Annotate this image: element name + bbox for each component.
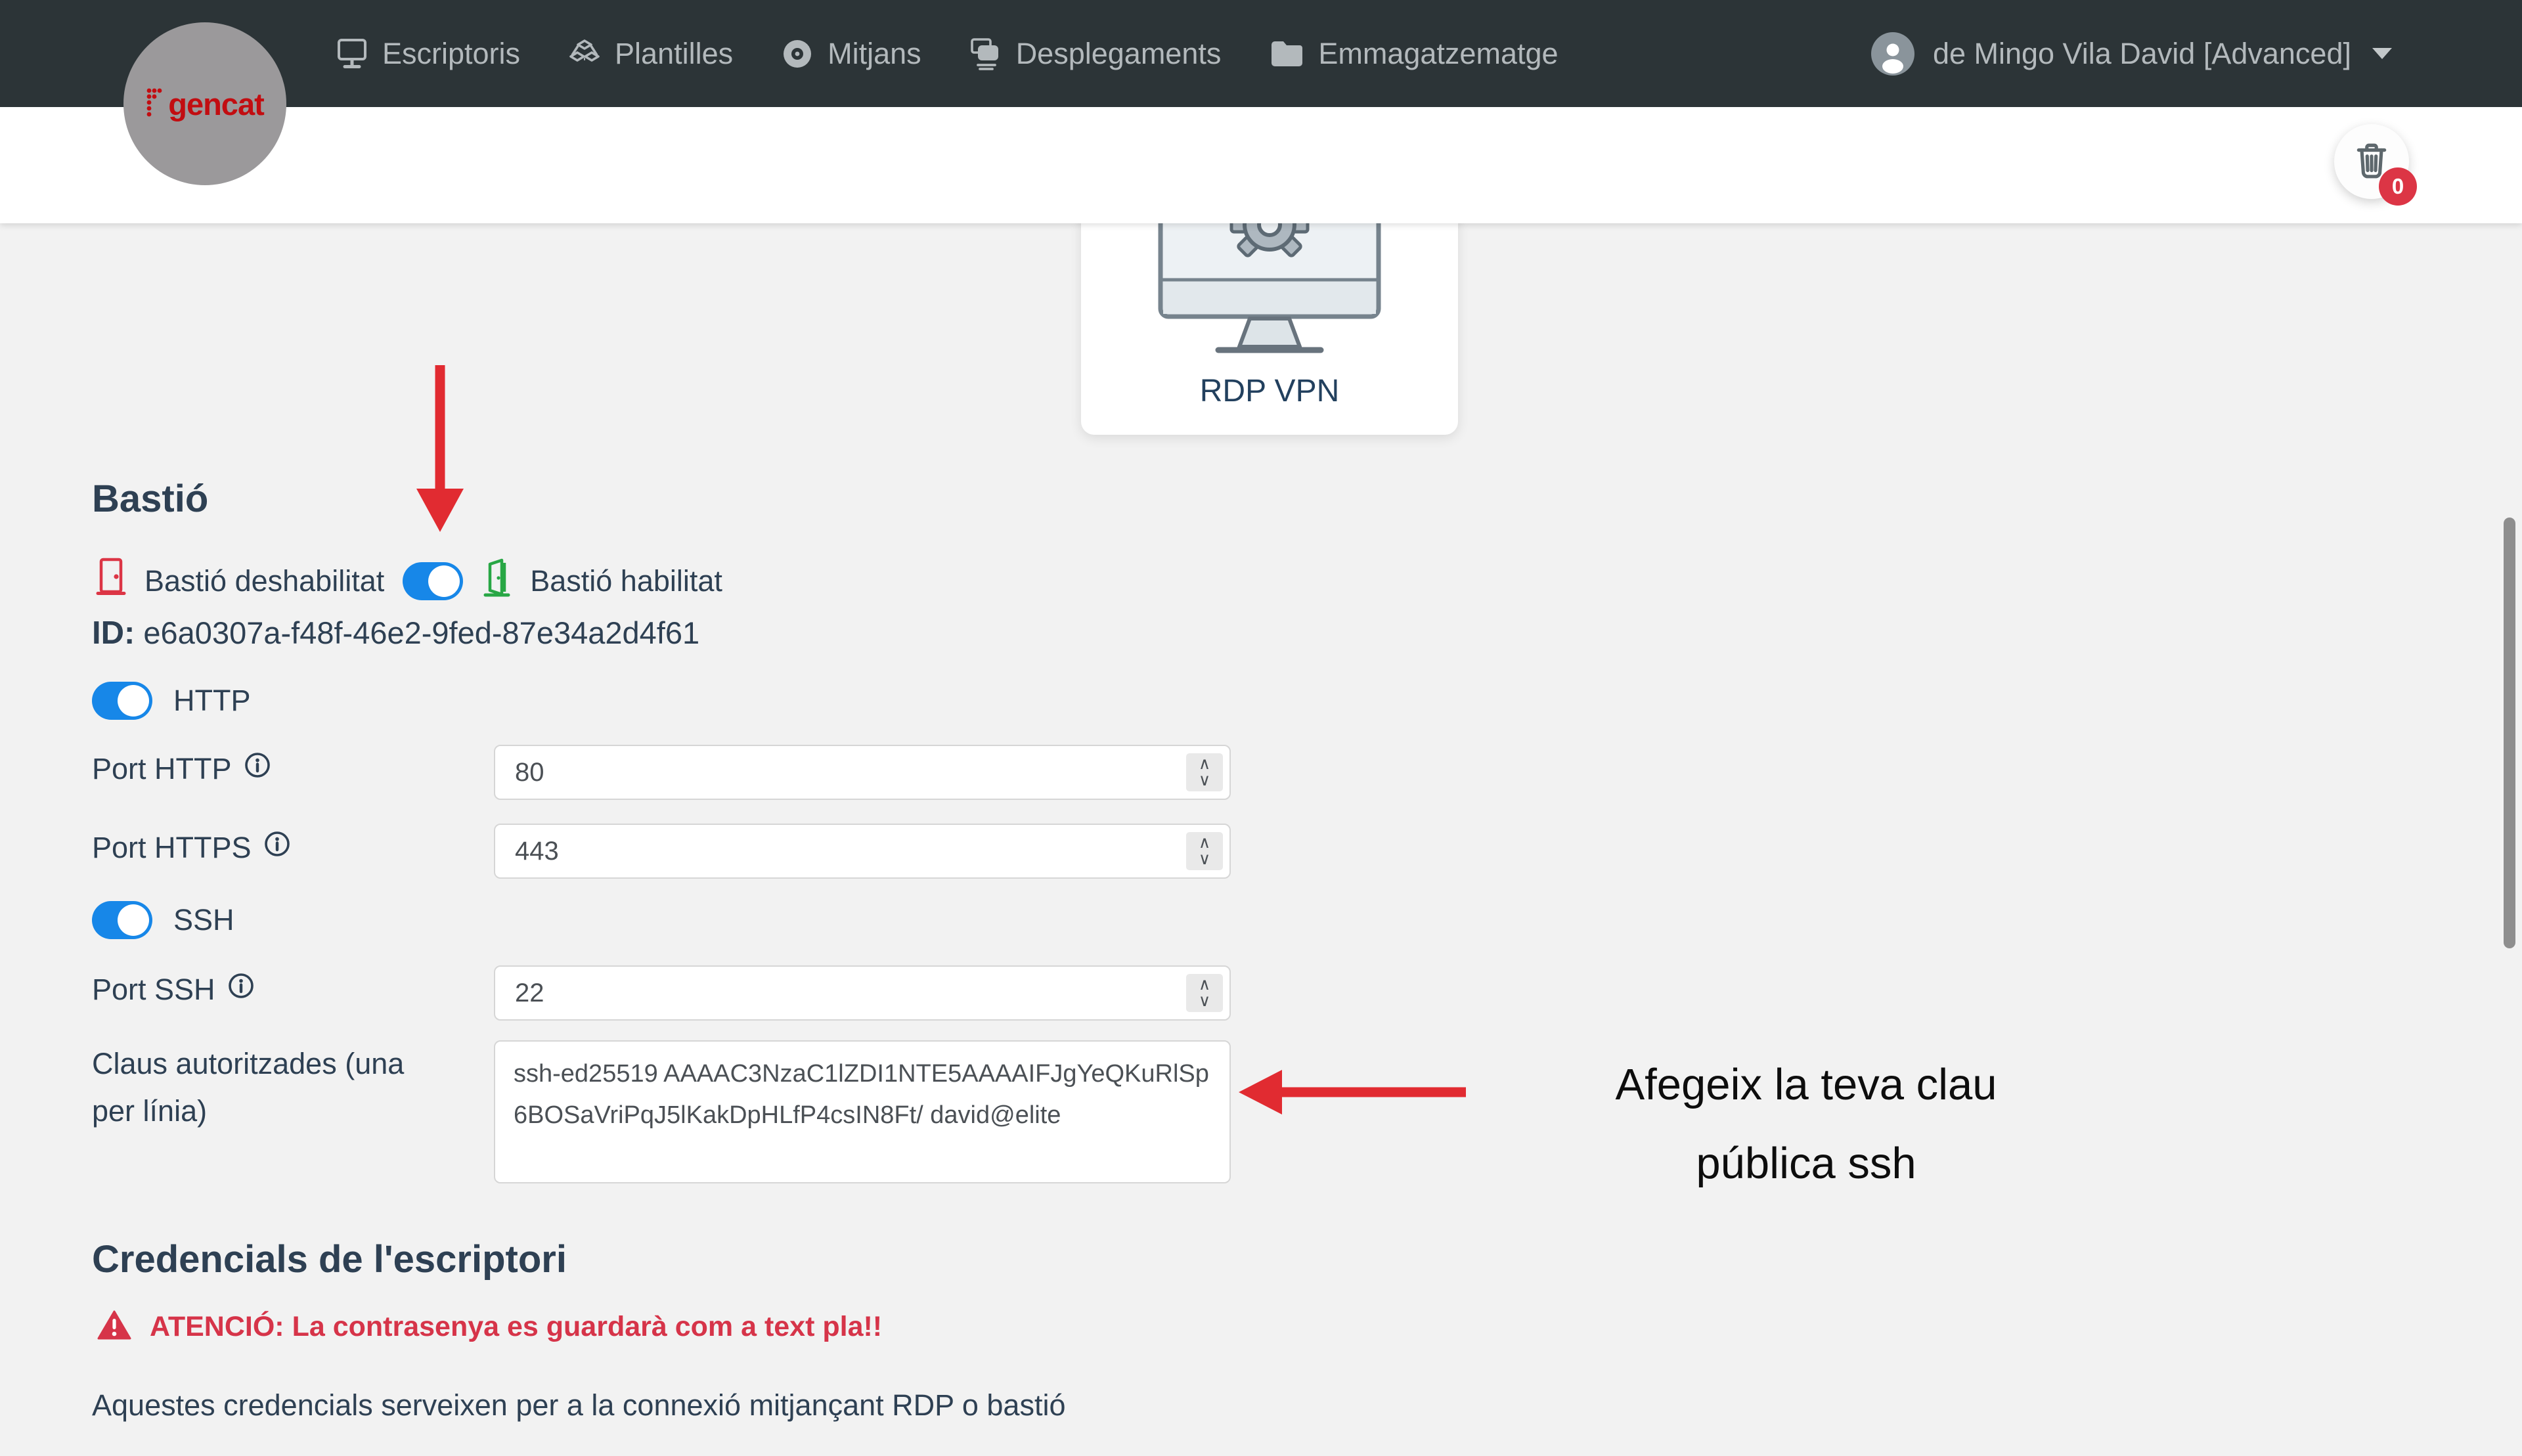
port-ssh-label: Port SSH: [92, 972, 215, 1006]
red-arrow-left-icon: [1236, 1065, 1470, 1122]
ssh-toggle[interactable]: [92, 901, 152, 939]
info-icon[interactable]: [244, 751, 271, 786]
annotation-line-2: pública ssh: [1696, 1139, 1916, 1188]
disc-icon: [782, 38, 813, 70]
nav-item-label: Mitjans: [828, 36, 921, 70]
toggle-knob: [118, 685, 149, 717]
nav-item-desplegaments[interactable]: [970, 37, 1222, 71]
nav-item-emmagatzematge[interactable]: [1270, 37, 1558, 71]
port-http-label-row: [92, 751, 271, 786]
door-closed-icon: [96, 557, 126, 605]
bastio-disabled-label: Bastió deshabilitat: [144, 563, 385, 598]
annotation-line-1: Afegeix la teva clau: [1615, 1060, 1997, 1109]
port-http-label: Port HTTP: [92, 751, 232, 785]
card-title: RDP VPN: [1199, 374, 1340, 408]
port-ssh-input[interactable]: [495, 967, 1229, 1019]
toggle-knob: [428, 565, 460, 597]
handwritten-annotation: [1504, 1046, 2108, 1203]
authorized-keys-field: [494, 1040, 1231, 1183]
toggle-knob: [118, 904, 149, 936]
folder-icon: [1270, 39, 1304, 69]
sub-header-bar: [0, 107, 2522, 223]
http-toggle[interactable]: [92, 682, 152, 720]
nav-item-plantilles[interactable]: [569, 37, 733, 71]
gencat-logo[interactable]: [123, 22, 286, 185]
info-icon[interactable]: [263, 830, 291, 865]
credentials-info-text: Aquestes credencials serveixen per a la connexió mitjançant RDP o bastió: [92, 1388, 1066, 1422]
authorized-keys-label: Claus autoritzades (una per línia): [92, 1047, 405, 1128]
chevron-down-icon: [2372, 48, 2392, 59]
trash-count-badge: 0: [2379, 167, 2417, 206]
port-https-label: Port HTTPS: [92, 830, 252, 864]
bastio-heading: Bastió: [92, 477, 209, 520]
port-http-input[interactable]: [495, 746, 1229, 799]
door-open-icon: [481, 557, 512, 605]
bastio-toggle-row: [96, 557, 722, 605]
boxes-icon: [569, 39, 600, 68]
credentials-heading: Credencials de l'escriptori: [92, 1238, 567, 1281]
bastio-id-row: [92, 615, 699, 651]
nav-item-label: Escriptoris: [382, 36, 521, 70]
authorized-keys-textarea[interactable]: [495, 1042, 1229, 1182]
red-arrow-down-icon: [412, 363, 468, 539]
id-value: e6a0307a-f48f-46e2-9fed-87e34a2d4f61: [143, 615, 700, 650]
window-stack-icon: [970, 37, 1002, 70]
display-icon: [336, 38, 368, 70]
port-https-input[interactable]: [495, 825, 1229, 877]
http-label: HTTP: [173, 684, 251, 717]
ssh-label: SSH: [173, 903, 234, 937]
http-toggle-row: [92, 682, 251, 720]
nav-item-mitjans[interactable]: [782, 37, 921, 71]
nav-item-label: Emmagatzematge: [1318, 36, 1559, 70]
port-ssh-field: [494, 965, 1231, 1021]
number-spinner[interactable]: ∧ ∨: [1186, 832, 1223, 870]
warning-triangle-icon: [97, 1310, 131, 1344]
number-spinner[interactable]: ∧ ∨: [1186, 753, 1223, 791]
user-name: de Mingo Vila David [Advanced]: [1932, 36, 2351, 70]
nav-item-label: Plantilles: [615, 36, 734, 70]
bastio-toggle[interactable]: [403, 562, 463, 600]
port-http-field: [494, 745, 1231, 800]
info-icon[interactable]: [227, 972, 255, 1007]
port-https-field: [494, 824, 1231, 879]
vertical-scrollbar-thumb[interactable]: [2504, 518, 2515, 948]
user-avatar-icon: [1871, 32, 1914, 76]
nav-menu: [336, 0, 1559, 107]
warning-text: ATENCIÓ: La contrasenya es guardarà com a text pla!!: [150, 1311, 883, 1342]
bastio-enabled-label: Bastió habilitat: [530, 563, 722, 598]
nav-item-label: Desplegaments: [1015, 36, 1222, 70]
top-navbar: [0, 0, 2522, 107]
id-label: ID:: [92, 615, 135, 651]
gencat-dots-icon: [146, 84, 166, 124]
trash-button[interactable]: [2334, 124, 2409, 199]
ssh-toggle-row: [92, 901, 234, 939]
nav-item-escriptoris[interactable]: [336, 37, 520, 71]
port-https-label-row: [92, 830, 291, 865]
warning-row: [97, 1310, 882, 1344]
user-menu[interactable]: [1871, 0, 2392, 107]
gencat-logo-text: gencat: [168, 86, 264, 121]
port-ssh-label-row: [92, 972, 255, 1007]
number-spinner[interactable]: ∧ ∨: [1186, 974, 1223, 1012]
